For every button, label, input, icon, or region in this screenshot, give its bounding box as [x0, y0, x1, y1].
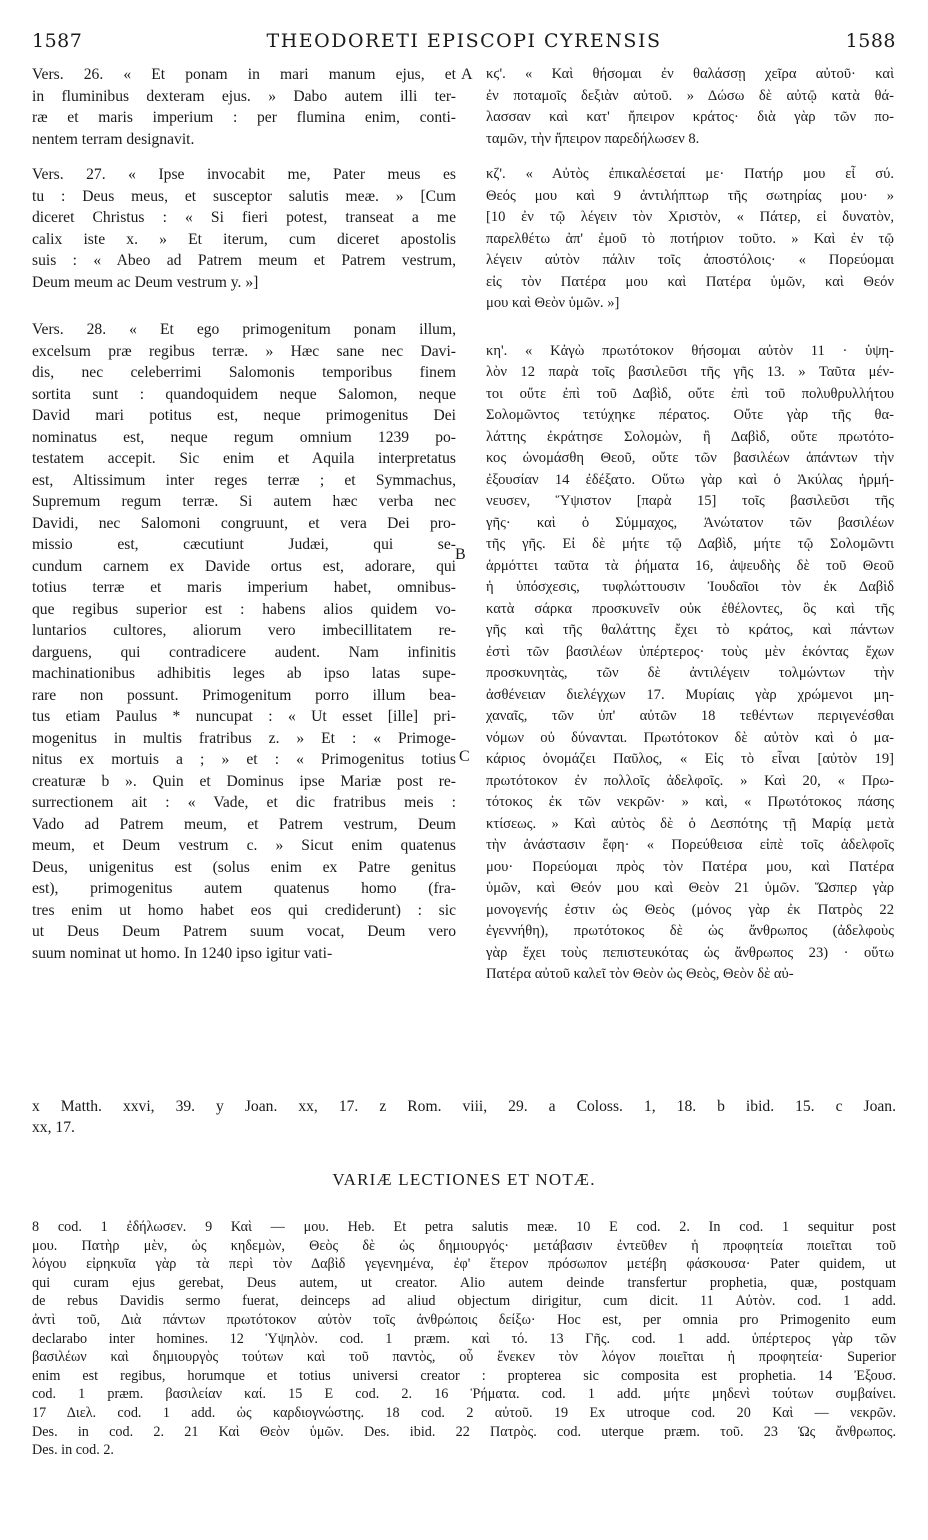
greek-text-line: ἐν ποταμοῖς δεξιὰν αὐτοῦ. » Δώσω δὲ αὐτῷ κατὰ θά- [486, 87, 894, 104]
latin-text-line: totius terræ et maris imperium habet, omnibus- [32, 579, 456, 596]
greek-text-line: λέγειν αὐτὸν πάλιν τοῖς ἀποστόλοις· « Πορεύομαι [486, 252, 894, 268]
greek-text-line: ὑμῶν, καὶ Θεόν μου καὶ Θεὸν 21 ὑμῶν. Ὥσπερ γὰρ [486, 880, 894, 896]
scripture-footnotes [32, 1096, 896, 1138]
greek-text-line: λάττης ἐκράτησε Σολομὼν, ἢ Δαβὶδ, οὔτε πρωτότο- [486, 428, 894, 445]
margin-letter-c: C [459, 748, 470, 765]
note-line: enim est regibus, horumque et totius universi creator : propterea sic composita est prophetia. 14 Ἐξουσ. [32, 1367, 896, 1384]
running-header [32, 30, 896, 58]
latin-text-line: luntarios cultores, aliorum vero imbecillitatem re- [32, 622, 456, 639]
latin-text-line: est, Altissimum inter reges terræ ; et Symmachus, [32, 471, 456, 489]
greek-text-line: τὴν ἀνάστασιν ἔφη· « Πορεύθεισα εἰπὲ τοῖς ἀδελφοῖς [486, 837, 894, 853]
note-line: 17 Διελ. cod. 1 add. ὡς καρδιογνώστης. 18 cod. 2 αὐτοῦ. 19 Ex utroque cod. 20 Καὶ — νεκρῶν. [32, 1404, 896, 1421]
latin-text-line: darguens, qui contradicere audent. Nam infinitis [32, 643, 456, 661]
latin-text-line: in fluminibus dexteram ejus. » Dabo autem illi ter- [32, 87, 456, 105]
note-line: λόγου εἰρηκυῖα γὰρ τὰ περὶ τὸν Δαβὶδ γεγενημένα, ἐφ' ἕτερον πρόσωπον μετέβη φάσκουσα· Pater quidem, ut [32, 1256, 896, 1273]
footnote-line: xx, 17. [32, 1119, 75, 1136]
latin-text-line: machinationibus adhibitis leges ab ipso latas supe- [32, 665, 456, 682]
note-line: Des. in cod. 2. 21 Καὶ Θεὸν ὑμῶν. Des. ibid. 22 Πατρὸς. cod. uterque præm. τοῦ. 23 Ὡς ἄνθρωπος. [32, 1423, 896, 1440]
greek-text-line: γῆς καὶ τῆς θαλάττης ἔχει τὸ κράτος, καὶ πάντων [486, 622, 894, 638]
greek-text-line: Θεός μου καὶ 9 ἀντιλήπτωρ τῆς σωτηρίας μου· » [486, 187, 894, 204]
greek-text-line: ταμῶν, τὴν ἤπειρον παρεδήλωσεν 8. [486, 130, 700, 147]
latin-paragraph-v26 [32, 64, 456, 150]
variant-readings-notes [32, 1218, 896, 1460]
greek-text-line: [10 ἐν τῷ λέγειν τὸν Χριστὸν, « Πάτερ, εἰ δυνατὸν, [486, 209, 894, 225]
note-line: βασιλέων καὶ δημιουργὸς τούτων καὶ τοῦ παντὸς, οὗ ἕνεκεν τὸν λόγον ποιεῖται ἡ προφητεία· Superior [32, 1349, 896, 1366]
footnote-line: x Matth. xxvi, 39. y Joan. xx, 17. z Rom. viii, 29. a Coloss. 1, 18. b ibid. 15. c Joan. [32, 1098, 896, 1115]
greek-text-line: μονογενής ἐστιν ὡς Θεὸς (μόνος γὰρ ἐκ Πατρὸς 22 [486, 901, 894, 918]
margin-letter-a: A [461, 66, 473, 83]
page-number-right: 1588 [845, 30, 896, 52]
greek-text-line: γὰρ ἔχει τοὺς πεπιστευκότας ὡς ἄνθρωπος 23) · οὕτω [486, 944, 894, 961]
latin-text-line: meum, et Deum vestrum c. » Sicut enim quatenus [32, 837, 456, 854]
latin-text-line: Vers. 26. « Et ponam in mari manum ejus, et [32, 66, 456, 83]
greek-text-line: ἀσθένειαν διελέγχων 17. Μυρίαις γὰρ χρώμενοι μη- [486, 686, 894, 703]
latin-column [32, 64, 456, 964]
greek-column [486, 64, 894, 986]
greek-text-line: τοι οὔτε ἐπὶ τοῦ Δαβὶδ, οὔτε ἐπὶ τοῦ πολυθρυλλήτου [486, 385, 894, 402]
latin-text-line: tus etiam Paulus * nuncupat : « Ut esset [ille] pri- [32, 708, 456, 725]
page-number-left: 1587 [32, 30, 83, 52]
latin-text-line: nominatus est, neque regum omnium 1239 po- [32, 428, 456, 446]
latin-text-line: calix iste x. » Et iterum, cum diceret apostolis [32, 230, 456, 248]
greek-text-line: νευσεν, Ὕψιστον [παρὰ 15] τοῖς βασιλεῦσι τῆς [486, 493, 894, 509]
latin-text-line: Vado ad Patrem meum, et Patrem vestrum, Deum [32, 815, 456, 833]
latin-text-line: Deum meum ac Deum vestrum y. »] [32, 273, 259, 291]
latin-text-line: ut Deus Deum Patrem suum vocat, Deum vero [32, 923, 456, 940]
latin-text-line: testatem accepit. Sic enim et Aquila interpretatus [32, 450, 456, 467]
latin-text-line: suis : « Abeo ad Patrem meum et Patrem vestrum, [32, 252, 456, 269]
greek-text-line: χαναῖς, τῶν ὑπ' αὐτῶν 18 τεθέντων περιγενέσθαι [486, 708, 894, 724]
latin-text-line: mogenitus in multis fratribus z. » Et : « Primoge- [32, 729, 456, 747]
note-line: qui curam ejus gerebat, Deus autem, ut creator. Alio autem deinde transfertur prophetia, quæ, postquam [32, 1274, 896, 1291]
latin-text-line: surrectionem ait : « Vade, et dic fratribus meis : [32, 794, 456, 811]
latin-text-line: creaturæ b ». Quin et Dominus ipse Mariæ post re- [32, 772, 456, 790]
greek-text-line: μου καὶ Θεὸν ὑμῶν. »] [486, 295, 620, 311]
greek-text-line: τῆς γῆς. Εἰ δὲ μήτε τῷ Δαβὶδ, μήτε τῷ Σολομῶντι [486, 536, 894, 552]
latin-paragraph-v28 [32, 319, 456, 964]
greek-text-line: πρωτότοκον ἐν πολλοῖς ἀδελφοῖς. » Καὶ 20, « Πρω- [486, 772, 894, 789]
latin-text-line: ræ et maris imperium : per flumina enim, conti- [32, 109, 456, 126]
greek-text-line: Πατέρα αὐτοῦ καλεῖ τὸν Θεὸν ὡς Θεὸς, Θεὸν δὲ αὐ- [486, 966, 794, 982]
greek-text-line: κατὰ σάρκα προσκυνεῖν οὐκ ἐθέλοντες, ὃς καὶ τῆς [486, 600, 894, 617]
latin-text-line: rare non possunt. Primogenitum porro illum bea- [32, 686, 456, 704]
running-title: THEODORETI EPISCOPI CYRENSIS [266, 30, 662, 52]
note-line: cod. 1 præm. βασιλείαν καί. 15 E cod. 2. 16 Ῥήματα. cod. 1 add. μήτε μηδενὶ τούτων συμβαίνει. [32, 1386, 896, 1403]
greek-paragraph-v26 [486, 64, 894, 150]
latin-text-line: Deus, unigenitus est (solus enim ex Patre genitus [32, 858, 456, 876]
latin-text-line: nitus ex mortuis a ; » et : « Primogenitus totius [32, 751, 456, 768]
latin-text-line: nentem terram designavit. [32, 130, 195, 148]
greek-text-line: ἁρμόττει ταῦτα τὰ ῥήματα 16, ἀψευδὴς δὲ τοῦ Θεοῦ [486, 557, 894, 574]
latin-text-line: sortita sunt : quandoquidem neque Salomon, neque [32, 385, 456, 403]
latin-text-line: Vers. 28. « Et ego primogenitum ponam illum, [32, 321, 456, 338]
latin-text-line: tres enim ut homo habet eos qui crediderunt) : sic [32, 901, 456, 919]
latin-text-line: cundum carnem ex Davide ortus est, adorare, qui [32, 557, 456, 575]
greek-text-line: κτίσεως. » Καὶ αὐτὸς δὲ ὁ Δεσπότης τῇ Μαρίᾳ μετὰ [486, 815, 894, 832]
greek-paragraph-v28 [486, 341, 894, 986]
greek-text-line: παρελθέτω ἀπ' ἐμοῦ τὸ ποτήριον τοῦτο. » Καὶ ἐν τῷ [486, 230, 894, 247]
greek-text-line: ἐξουσίαν 14 ἐδέξατο. Οὕτω γὰρ καὶ ὁ Ἀκύλας ἡρμή- [486, 471, 894, 488]
note-line: Des. in cod. 2. [32, 1442, 114, 1459]
greek-text-line: κος ὠνομάσθη Θεοῦ, οὔτε τῶν βασιλέων ἁπάντων τὴν [486, 450, 894, 466]
greek-text-line: κζ'. « Αὐτὸς ἐπικαλέσεταί με· Πατήρ μου εἶ σύ. [486, 166, 894, 182]
greek-text-line: μου· Πορεύομαι πρὸς τὸν Πατέρα μου, καὶ Πατέρα [486, 858, 894, 875]
greek-paragraph-v27 [486, 164, 894, 315]
note-line: declarabo inter homines. 12 Ὑψηλὸν. cod. 1 præm. καὶ τό. 13 Γῆς. cod. 1 add. ὑπέρτερος γὰρ τῶν [32, 1330, 896, 1347]
greek-text-line: Σολομῶντος τετύχηκε πέρατος. Οὔτε γὰρ τῆς θα- [486, 407, 894, 423]
greek-text-line: κάριος ὀνομάζει Παῦλος, « Εἰς τὸ εἶναι [αὐτὸν 19] [486, 751, 894, 767]
greek-text-line: κϛ'. « Καὶ θήσομαι ἐν θαλάσσῃ χεῖρα αὐτοῦ· καὶ [486, 66, 894, 82]
greek-text-line: τότοκος ἐκ τῶν νεκρῶν· » καὶ, « Πρωτότοκος πάσης [486, 794, 894, 810]
latin-text-line: missio est, cæcutiunt Judæi, qui se- [32, 536, 456, 553]
note-line: 8 cod. 1 ἐδήλωσεν. 9 Καὶ — μου. Heb. Et petra salutis meæ. 10 E cod. 2. In cod. 1 sequitur post [32, 1219, 896, 1235]
greek-text-line: λὸν 12 παρὰ τοῖς βασιλεῦσι τῆς γῆς 13. » Ταῦτα μέν- [486, 364, 894, 380]
greek-text-line: γῆς· καὶ ὁ Σύμμαχος, Ἀνώτατον τῶν βασιλέων [486, 514, 894, 531]
greek-text-line: προσκυνητὰς, τῶν δὲ ἀντιλέγειν τολμώντων τὴν [486, 665, 894, 681]
margin-letter-b: B [455, 546, 466, 563]
greek-text-line: νόμων οὐ δύνανται. Πρωτότοκον δὲ αὐτὸν καὶ ὁ μα- [486, 729, 894, 746]
greek-text-line: κη'. « Κἀγὼ πρωτότοκον θήσομαι αὐτὸν 11 · ὑψη- [486, 342, 894, 359]
latin-text-line: suum nominat ut homo. In 1240 ipso igitur vati- [32, 944, 333, 962]
latin-text-line: est), primogenitus autem quatenus homo (fra- [32, 880, 456, 897]
latin-paragraph-v27 [32, 164, 456, 293]
section-title: VARIÆ LECTIONES ET NOTÆ. [332, 1170, 596, 1189]
note-line: μου. Πατὴρ μὲν, ὡς κηδεμὼν, Θεὸς δὲ ὡς δημιουργός· μετάβασιν ἐντεῦθεν ἡ προφητεία ποιεῖται τοῦ [32, 1237, 896, 1254]
latin-text-line: David mari potitus est, neque primogenitus Dei [32, 407, 456, 424]
greek-text-line: ἐγεννήθη), πρωτότοκος δὲ ὡς ἄνθρωπος (ἀδελφοὺς [486, 923, 894, 939]
latin-text-line: Davidi, nec Salomoni congruunt, et vera Dei pro- [32, 514, 456, 532]
greek-text-line: ἡ ὑπόσχεσις, τυφλώττουσιν Ἰουδαῖοι τὸν ἐκ Δαβὶδ [486, 579, 894, 595]
greek-text-line: ἐστὶ τῶν βασιλέων ὑπέρτερος· τοὺς μὲν ἑκόντας ἔχων [486, 643, 894, 660]
latin-text-line: diceret Christus : « Si fieri potest, transeat a me [32, 209, 456, 226]
latin-text-line: que regibus superior est : habens alios quidem vo- [32, 600, 456, 618]
latin-text-line: dis, nec celeberrimi Salomonis temporibus finem [32, 364, 456, 381]
latin-text-line: excelsum præ regibus terræ. » Hæc sane nec Davi- [32, 342, 456, 360]
latin-text-line: tu : Deus meus, et susceptor salutis meæ. » [Cum [32, 187, 456, 205]
latin-text-line: Vers. 27. « Ipse invocabit me, Pater meus es [32, 166, 456, 183]
note-line: de rebus Davidis sermo fuerat, deinceps ad aliud objectum dirigitur, cum dicit. 11 Αὐτὸν. cod. 1 add. [32, 1293, 896, 1310]
greek-text-line: εἰς τὸν Πατέρα μου καὶ Πατέρα ὑμῶν, καὶ Θεόν [486, 273, 894, 290]
greek-text-line: λασσαν καὶ κατ' ἤπειρον κράτος· διὰ γὰρ τῶν πο- [486, 109, 894, 125]
latin-text-line: Supremum regum terræ. Si autem hæc verba nec [32, 493, 456, 510]
note-line: ἀντὶ τοῦ, Διὰ πάντων πρωτότοκον αὐτὸν τοῖς ἀνθρώποις δείξω· Hoc est, per omnia pro Primogenito eum [32, 1311, 896, 1328]
